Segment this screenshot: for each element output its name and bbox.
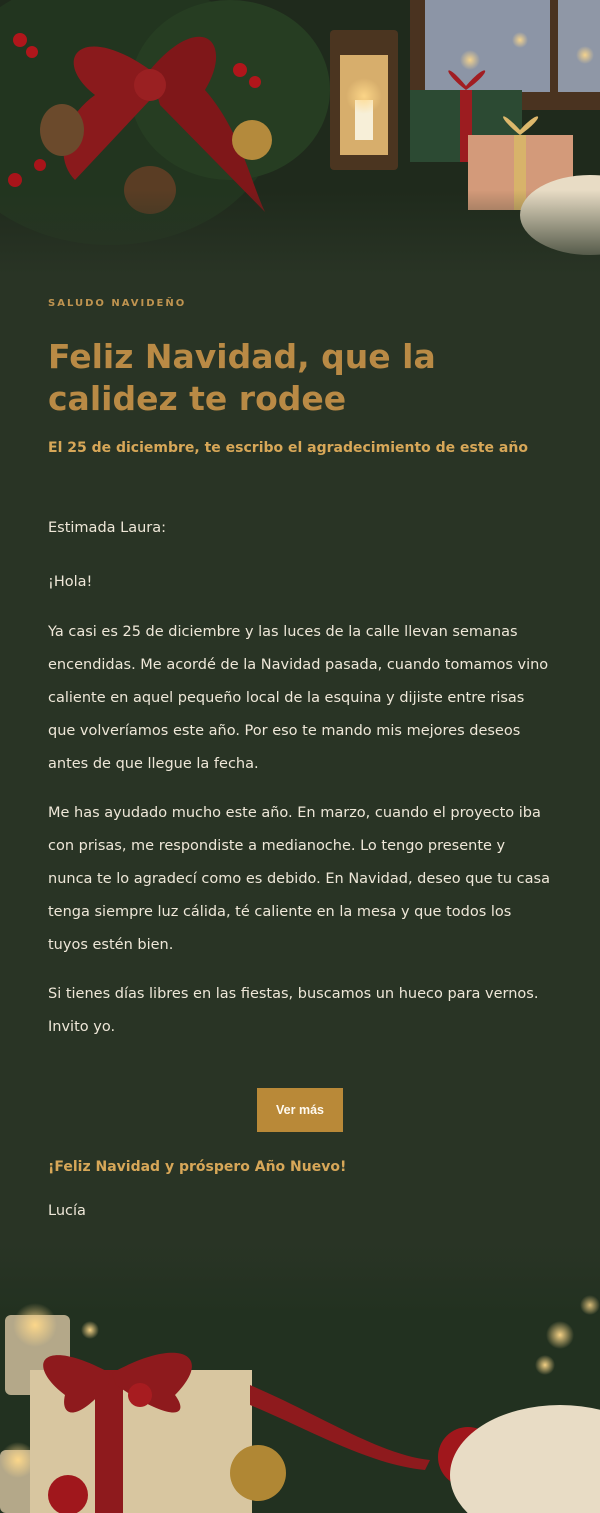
hero-illustration-bottom xyxy=(0,1245,600,1513)
paragraph-greeting: ¡Hola! xyxy=(48,574,93,590)
paragraph-2: Me has ayudado mucho este año. En marzo, cuando el proyecto iba con prisas, me respondiste a medianoche. Lo tengo presente y nunca te lo agradecí como es debido. En Navidad, deseo que tu casa tenga siempre luz cálida, té caliente en la mesa y que todos los tuyos estén bien. xyxy=(48,805,550,953)
cta-container xyxy=(48,1088,552,1132)
ver-mas-button[interactable]: Ver más xyxy=(257,1088,343,1132)
signature: Lucía xyxy=(48,1203,86,1219)
salutation: Estimada Laura: xyxy=(48,520,167,536)
hero-illustration-top xyxy=(0,0,600,275)
closing-line: ¡Feliz Navidad y próspero Año Nuevo! xyxy=(48,1159,347,1175)
paragraph-1: Ya casi es 25 de diciembre y las luces de la calle llevan semanas encendidas. Me acordé de la Navidad pasada, cuando tomamos vino caliente en aquel pequeño local de la esquina y dijiste entre risas que volveríamos este año. Por eso te mando mis mejores deseos antes de que llegue la fecha. xyxy=(48,624,549,772)
eyebrow-label: SALUDO NAVIDEÑO xyxy=(48,298,187,309)
email-title: Feliz Navidad, que la calidez te rodee xyxy=(48,337,436,418)
paragraph-3: Si tienes días libres en las fiestas, buscamos un hueco para vernos. Invito yo. xyxy=(48,986,539,1035)
email-body xyxy=(48,298,552,1219)
email-subtitle: El 25 de diciembre, te escribo el agradecimiento de este año xyxy=(48,440,528,456)
christmas-scene-top-image xyxy=(0,0,600,275)
christmas-scene-bottom-image xyxy=(0,1245,600,1513)
